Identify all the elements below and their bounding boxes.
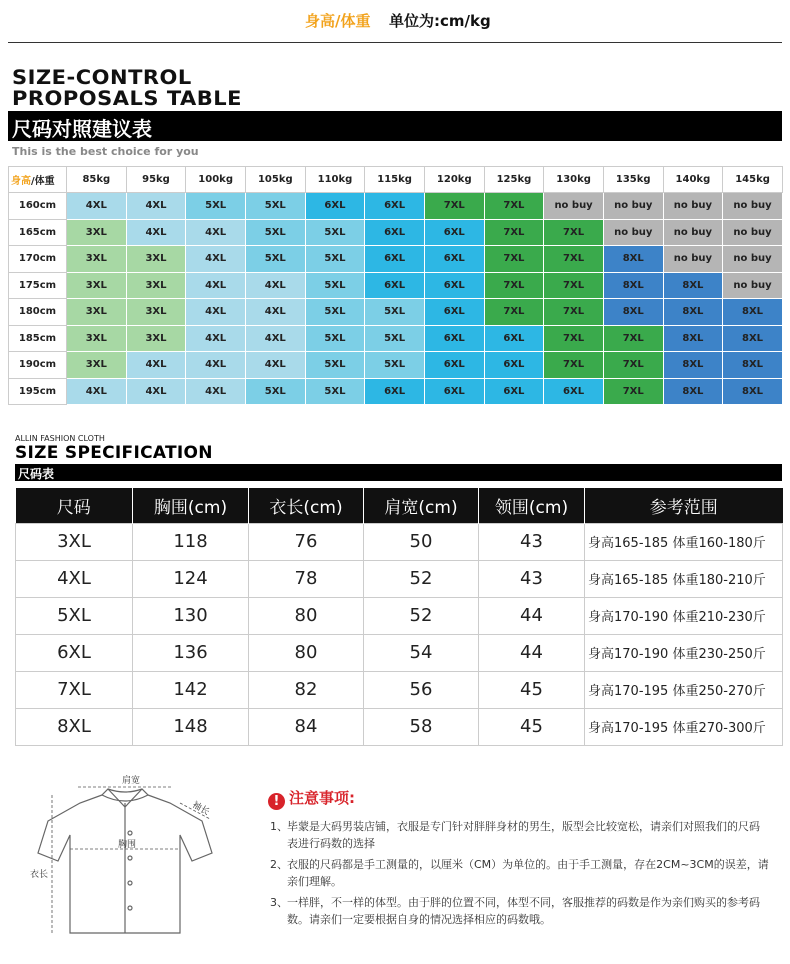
spec-header-row <box>16 488 783 523</box>
spec-cell: 56 <box>364 671 479 708</box>
size-row <box>9 299 783 326</box>
header-divider <box>8 42 782 43</box>
size-cell: 5XL <box>365 325 425 352</box>
size-cell: no buy <box>723 193 783 220</box>
weight-header: 105kg <box>245 167 305 193</box>
size-cell: no buy <box>723 272 783 299</box>
size-cell: 6XL <box>424 246 484 273</box>
height-label: 185cm <box>9 325 67 352</box>
spec-cell: 4XL <box>16 560 133 597</box>
size-cell: 4XL <box>126 378 186 405</box>
spec-header: 参考范围 <box>585 488 783 523</box>
size-cell: 5XL <box>365 299 425 326</box>
spec-cell: 124 <box>133 560 249 597</box>
size-cell: 5XL <box>305 246 365 273</box>
size-cell: 5XL <box>186 193 246 220</box>
spec-row <box>16 560 783 597</box>
size-cell: 8XL <box>723 299 783 326</box>
size-row <box>9 325 783 352</box>
size-cell: 3XL <box>126 246 186 273</box>
size-cell: 3XL <box>126 272 186 299</box>
spec-row <box>16 523 783 560</box>
corner-height-label: 身高 <box>11 176 31 187</box>
proposal-title <box>12 67 242 109</box>
spec-cell: 8XL <box>16 708 133 745</box>
spec-cell: 7XL <box>16 671 133 708</box>
spec-header: 肩宽(cm) <box>364 488 479 523</box>
size-cell: 7XL <box>484 219 544 246</box>
size-cell: 6XL <box>484 378 544 405</box>
size-cell: no buy <box>603 193 663 220</box>
size-cell: 7XL <box>544 352 604 379</box>
spec-reference-cell: 身高170-195 体重270-300斤 <box>585 708 783 745</box>
size-cell: 7XL <box>544 246 604 273</box>
notice-title-text: 注意事项: <box>289 789 355 807</box>
brand-label: ALLIN FASHION CLOTH <box>15 434 105 443</box>
size-cell: 3XL <box>67 246 127 273</box>
size-cell: 3XL <box>67 299 127 326</box>
size-cell: 4XL <box>67 193 127 220</box>
size-cell: 4XL <box>245 299 305 326</box>
height-label: 170cm <box>9 246 67 273</box>
spec-reference-cell: 身高170-190 体重230-250斤 <box>585 634 783 671</box>
spec-row <box>16 597 783 634</box>
spec-cell: 50 <box>364 523 479 560</box>
size-cell: 5XL <box>245 193 305 220</box>
spec-reference-cell: 身高170-195 体重250-270斤 <box>585 671 783 708</box>
proposal-title-bar <box>8 111 782 141</box>
size-cell: 5XL <box>305 325 365 352</box>
notice-item-number: 2、 <box>270 858 288 871</box>
size-cell: 5XL <box>305 378 365 405</box>
size-cell: 3XL <box>67 272 127 299</box>
size-cell: 6XL <box>484 352 544 379</box>
size-cell: 6XL <box>305 193 365 220</box>
size-proposal-body <box>9 167 783 405</box>
size-cell: 4XL <box>245 352 305 379</box>
height-label: 175cm <box>9 272 67 299</box>
size-cell: 8XL <box>723 352 783 379</box>
spec-header: 衣长(cm) <box>249 488 364 523</box>
spec-cell: 80 <box>249 634 364 671</box>
size-cell: 3XL <box>126 325 186 352</box>
size-cell: 8XL <box>663 299 723 326</box>
size-cell: 6XL <box>365 378 425 405</box>
size-row <box>9 378 783 405</box>
spec-cell: 118 <box>133 523 249 560</box>
size-cell: 4XL <box>245 325 305 352</box>
spec-row <box>16 634 783 671</box>
size-cell: 8XL <box>663 352 723 379</box>
spec-cell: 130 <box>133 597 249 634</box>
spec-cell: 43 <box>479 523 585 560</box>
weight-header: 145kg <box>723 167 783 193</box>
size-cell: 4XL <box>126 219 186 246</box>
size-cell: 7XL <box>544 219 604 246</box>
size-cell: 5XL <box>305 272 365 299</box>
size-cell: 8XL <box>663 325 723 352</box>
height-label: 190cm <box>9 352 67 379</box>
spec-reference-cell: 身高170-190 体重210-230斤 <box>585 597 783 634</box>
spec-cell: 136 <box>133 634 249 671</box>
spec-cell: 58 <box>364 708 479 745</box>
spec-title-cn: 尺码表 <box>18 467 55 481</box>
size-cell: 6XL <box>424 272 484 299</box>
height-label: 165cm <box>9 219 67 246</box>
proposal-title-line2: PROPOSALS TABLE <box>12 87 243 110</box>
size-cell: 8XL <box>723 325 783 352</box>
shoulder-label: 肩宽 <box>122 776 141 786</box>
proposal-title-cn: 尺码对照建议表 <box>12 117 152 141</box>
size-cell: 7XL <box>603 378 663 405</box>
sleeve-label: 袖长 <box>190 800 211 818</box>
size-cell: 4XL <box>186 299 246 326</box>
spec-cell: 80 <box>249 597 364 634</box>
size-cell: 4XL <box>126 193 186 220</box>
spec-cell: 43 <box>479 560 585 597</box>
spec-cell: 54 <box>364 634 479 671</box>
size-cell: 6XL <box>484 325 544 352</box>
size-cell: 6XL <box>424 352 484 379</box>
size-cell: 7XL <box>544 272 604 299</box>
spec-reference-cell: 身高165-185 体重160-180斤 <box>585 523 783 560</box>
notice-item-text: 一样胖，不一样的体型。由于胖的位置不同，体型不同，客服推荐的码数是作为亲们购买的参考码数。请亲们一定要根据自身的情况选择相应的码数哦。 <box>287 896 760 926</box>
weight-header: 140kg <box>663 167 723 193</box>
notice-list <box>270 818 770 932</box>
size-cell: 4XL <box>245 272 305 299</box>
weight-header: 115kg <box>365 167 425 193</box>
size-cell: 8XL <box>603 299 663 326</box>
size-cell: 8XL <box>663 272 723 299</box>
size-cell: 5XL <box>305 352 365 379</box>
spec-header: 胸围(cm) <box>133 488 249 523</box>
spec-cell: 76 <box>249 523 364 560</box>
notice-item-text: 衣服的尺码都是手工测量的，以厘米（CM）为单位的。由于手工测量，存在2CM~3CM的误差，请亲们理解。 <box>287 858 769 888</box>
size-cell: no buy <box>663 246 723 273</box>
size-cell: no buy <box>723 219 783 246</box>
spec-header: 领围(cm) <box>479 488 585 523</box>
notice-item-number: 1、 <box>270 820 288 833</box>
corner-weight-label: /体重 <box>31 176 55 187</box>
spec-cell: 6XL <box>16 634 133 671</box>
proposal-title-line1: SIZE-CONTROL <box>12 66 192 89</box>
spec-cell: 44 <box>479 634 585 671</box>
notice-item-number: 3、 <box>270 896 288 909</box>
spec-header: 尺码 <box>16 488 133 523</box>
size-cell: 6XL <box>365 193 425 220</box>
size-cell: 4XL <box>186 325 246 352</box>
size-cell: 6XL <box>424 325 484 352</box>
size-cell: 3XL <box>67 352 127 379</box>
size-cell: 7XL <box>484 246 544 273</box>
size-cell: 3XL <box>67 219 127 246</box>
size-cell: 3XL <box>67 325 127 352</box>
proposal-subtitle: This is the best choice for you <box>12 145 199 158</box>
unit-label: 单位为:cm/kg <box>389 12 491 30</box>
size-cell: no buy <box>663 219 723 246</box>
shirt-outline-icon <box>38 789 212 933</box>
height-label: 160cm <box>9 193 67 220</box>
size-cell: 3XL <box>126 299 186 326</box>
spec-cell: 5XL <box>16 597 133 634</box>
weight-header: 95kg <box>126 167 186 193</box>
spec-cell: 82 <box>249 671 364 708</box>
size-cell: 6XL <box>424 378 484 405</box>
size-cell: 6XL <box>365 246 425 273</box>
size-cell: 7XL <box>484 193 544 220</box>
shirt-measurement-diagram <box>30 773 230 943</box>
size-cell: 6XL <box>365 272 425 299</box>
notice-item <box>270 894 770 928</box>
weight-header: 130kg <box>544 167 604 193</box>
notice-item <box>270 856 770 890</box>
size-cell: 5XL <box>305 219 365 246</box>
size-cell: 6XL <box>424 299 484 326</box>
weight-header: 110kg <box>305 167 365 193</box>
corner-label <box>9 167 67 193</box>
size-cell: no buy <box>723 246 783 273</box>
height-label: 195cm <box>9 378 67 405</box>
height-weight-label: 身高/体重 <box>305 12 371 30</box>
weight-header: 120kg <box>424 167 484 193</box>
size-cell: 5XL <box>245 219 305 246</box>
size-cell: 7XL <box>484 299 544 326</box>
size-row <box>9 272 783 299</box>
notice-item-text: 毕蒙是大码男装店铺，衣服是专门针对胖胖身材的男生，版型会比较宽松，请亲们对照我们的尺码表进行码数的选择 <box>287 820 760 850</box>
size-cell: 7XL <box>484 272 544 299</box>
size-cell: 8XL <box>603 272 663 299</box>
weight-header: 85kg <box>67 167 127 193</box>
size-cell: no buy <box>603 219 663 246</box>
size-row <box>9 193 783 220</box>
top-header <box>0 0 790 44</box>
size-cell: 7XL <box>603 352 663 379</box>
weight-header: 125kg <box>484 167 544 193</box>
spec-cell: 44 <box>479 597 585 634</box>
spec-title: SIZE SPECIFICATION <box>15 443 213 463</box>
spec-body <box>16 523 783 745</box>
size-cell: 7XL <box>544 299 604 326</box>
spec-cell: 45 <box>479 671 585 708</box>
size-cell: 6XL <box>424 219 484 246</box>
spec-cell: 148 <box>133 708 249 745</box>
size-cell: 8XL <box>663 378 723 405</box>
notice-title <box>268 787 355 810</box>
size-cell: 5XL <box>245 246 305 273</box>
spec-row <box>16 671 783 708</box>
size-cell: 4XL <box>186 219 246 246</box>
spec-reference-cell: 身高165-185 体重180-210斤 <box>585 560 783 597</box>
spec-cell: 78 <box>249 560 364 597</box>
spec-cell: 142 <box>133 671 249 708</box>
size-row <box>9 219 783 246</box>
spec-cell: 84 <box>249 708 364 745</box>
size-cell: 5XL <box>245 378 305 405</box>
size-cell: 6XL <box>544 378 604 405</box>
size-cell: 4XL <box>186 272 246 299</box>
spec-cell: 52 <box>364 597 479 634</box>
size-cell: 8XL <box>723 378 783 405</box>
size-cell: 4XL <box>186 246 246 273</box>
size-cell: 6XL <box>365 219 425 246</box>
size-row <box>9 246 783 273</box>
spec-row <box>16 708 783 745</box>
size-cell: no buy <box>663 193 723 220</box>
size-row <box>9 352 783 379</box>
height-label: 180cm <box>9 299 67 326</box>
size-cell: 7XL <box>424 193 484 220</box>
spec-title-bar <box>15 464 782 481</box>
chest-label: 胸围 <box>118 840 137 850</box>
length-label: 衣长 <box>30 870 49 880</box>
exclamation-icon: ! <box>268 793 285 810</box>
size-cell: 4XL <box>186 378 246 405</box>
notice-item <box>270 818 770 852</box>
size-cell: 7XL <box>603 325 663 352</box>
size-cell: 5XL <box>365 352 425 379</box>
weight-header-row <box>9 167 783 193</box>
size-proposal-table <box>8 166 783 405</box>
size-cell: 4XL <box>186 352 246 379</box>
weight-header: 100kg <box>186 167 246 193</box>
spec-cell: 52 <box>364 560 479 597</box>
size-cell: no buy <box>544 193 604 220</box>
size-spec-table <box>15 488 783 746</box>
spec-cell: 3XL <box>16 523 133 560</box>
spec-cell: 45 <box>479 708 585 745</box>
size-cell: 5XL <box>305 299 365 326</box>
size-cell: 4XL <box>67 378 127 405</box>
weight-header: 135kg <box>603 167 663 193</box>
size-cell: 4XL <box>126 352 186 379</box>
size-cell: 7XL <box>544 325 604 352</box>
size-cell: 8XL <box>603 246 663 273</box>
